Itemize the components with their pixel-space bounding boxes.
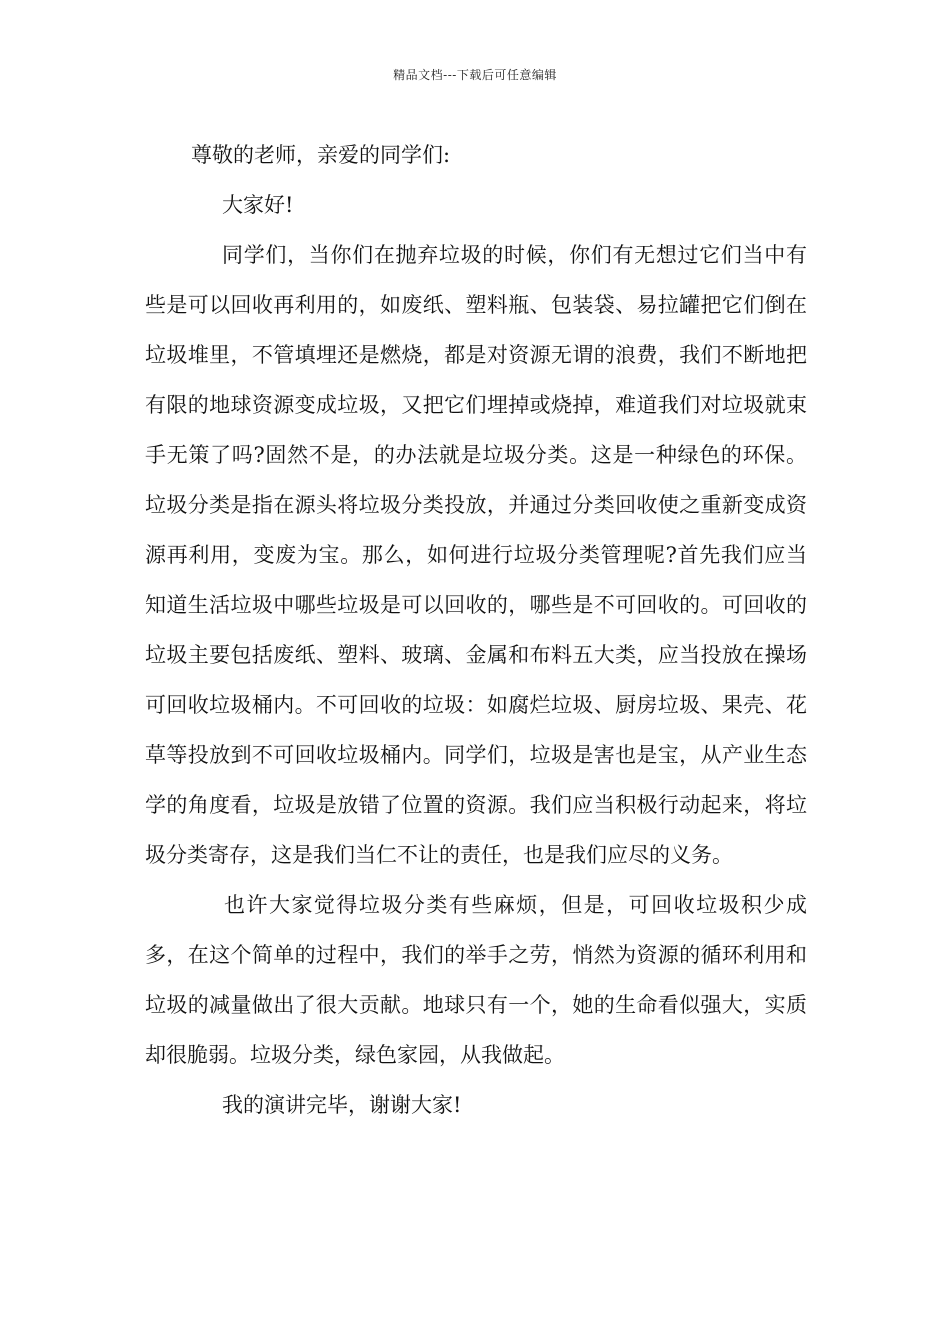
paragraph-2: 也许大家觉得垃圾分类有些麻烦，但是，可回收垃圾积少成多，在这个简单的过程中，我们的举手之劳，悄然为资源的循环利用和垃圾的减量做出了很大贡献。地球只有一个，她的生命看似强大，实质却很脆弱。垃圾分类，绿色家园，从我做起。 [145,893,807,1067]
closing-line: 我的演讲完毕，谢谢大家! [222,1093,462,1117]
salutation: 尊敬的老师，亲爱的同学们: [191,143,451,167]
speech-body [145,130,807,1130]
paragraph-1: 同学们，当你们在抛弃垃圾的时候，你们有无想过它们当中有些是可以回收再利用的，如废纸、塑料瓶、包装袋、易拉罐把它们倒在垃圾堆里，不管填埋还是燃烧，都是对资源无谓的浪费，我们不断地把有限的地球资源变成垃圾，又把它们埋掉或烧掉，难道我们对垃圾就束手无策了吗?固然不是，的办法就是垃圾分类。这是一种绿色的环保。垃圾分类是指在源头将垃圾分类投放，并通过分类回收使之重新变成资源再利用，变废为宝。那么，如何进行垃圾分类管理呢?首先我们应当知道生活垃圾中哪些垃圾是可以回收的，哪些是不可回收的。可回收的垃圾主要包括废纸、塑料、玻璃、金属和布料五大类，应当投放在操场可回收垃圾桶内。不可回收的垃圾：如腐烂垃圾、厨房垃圾、果壳、花草等投放到不可回收垃圾桶内。同学们，垃圾是害也是宝，从产业生态学的角度看，垃圾是放错了位置的资源。我们应当积极行动起来，将垃圾分类寄存，这是我们当仁不让的责任，也是我们应尽的义务。 [145,243,807,867]
page-header: 精品文档---下载后可任意编辑 [393,68,557,82]
greeting: 大家好! [222,193,294,217]
